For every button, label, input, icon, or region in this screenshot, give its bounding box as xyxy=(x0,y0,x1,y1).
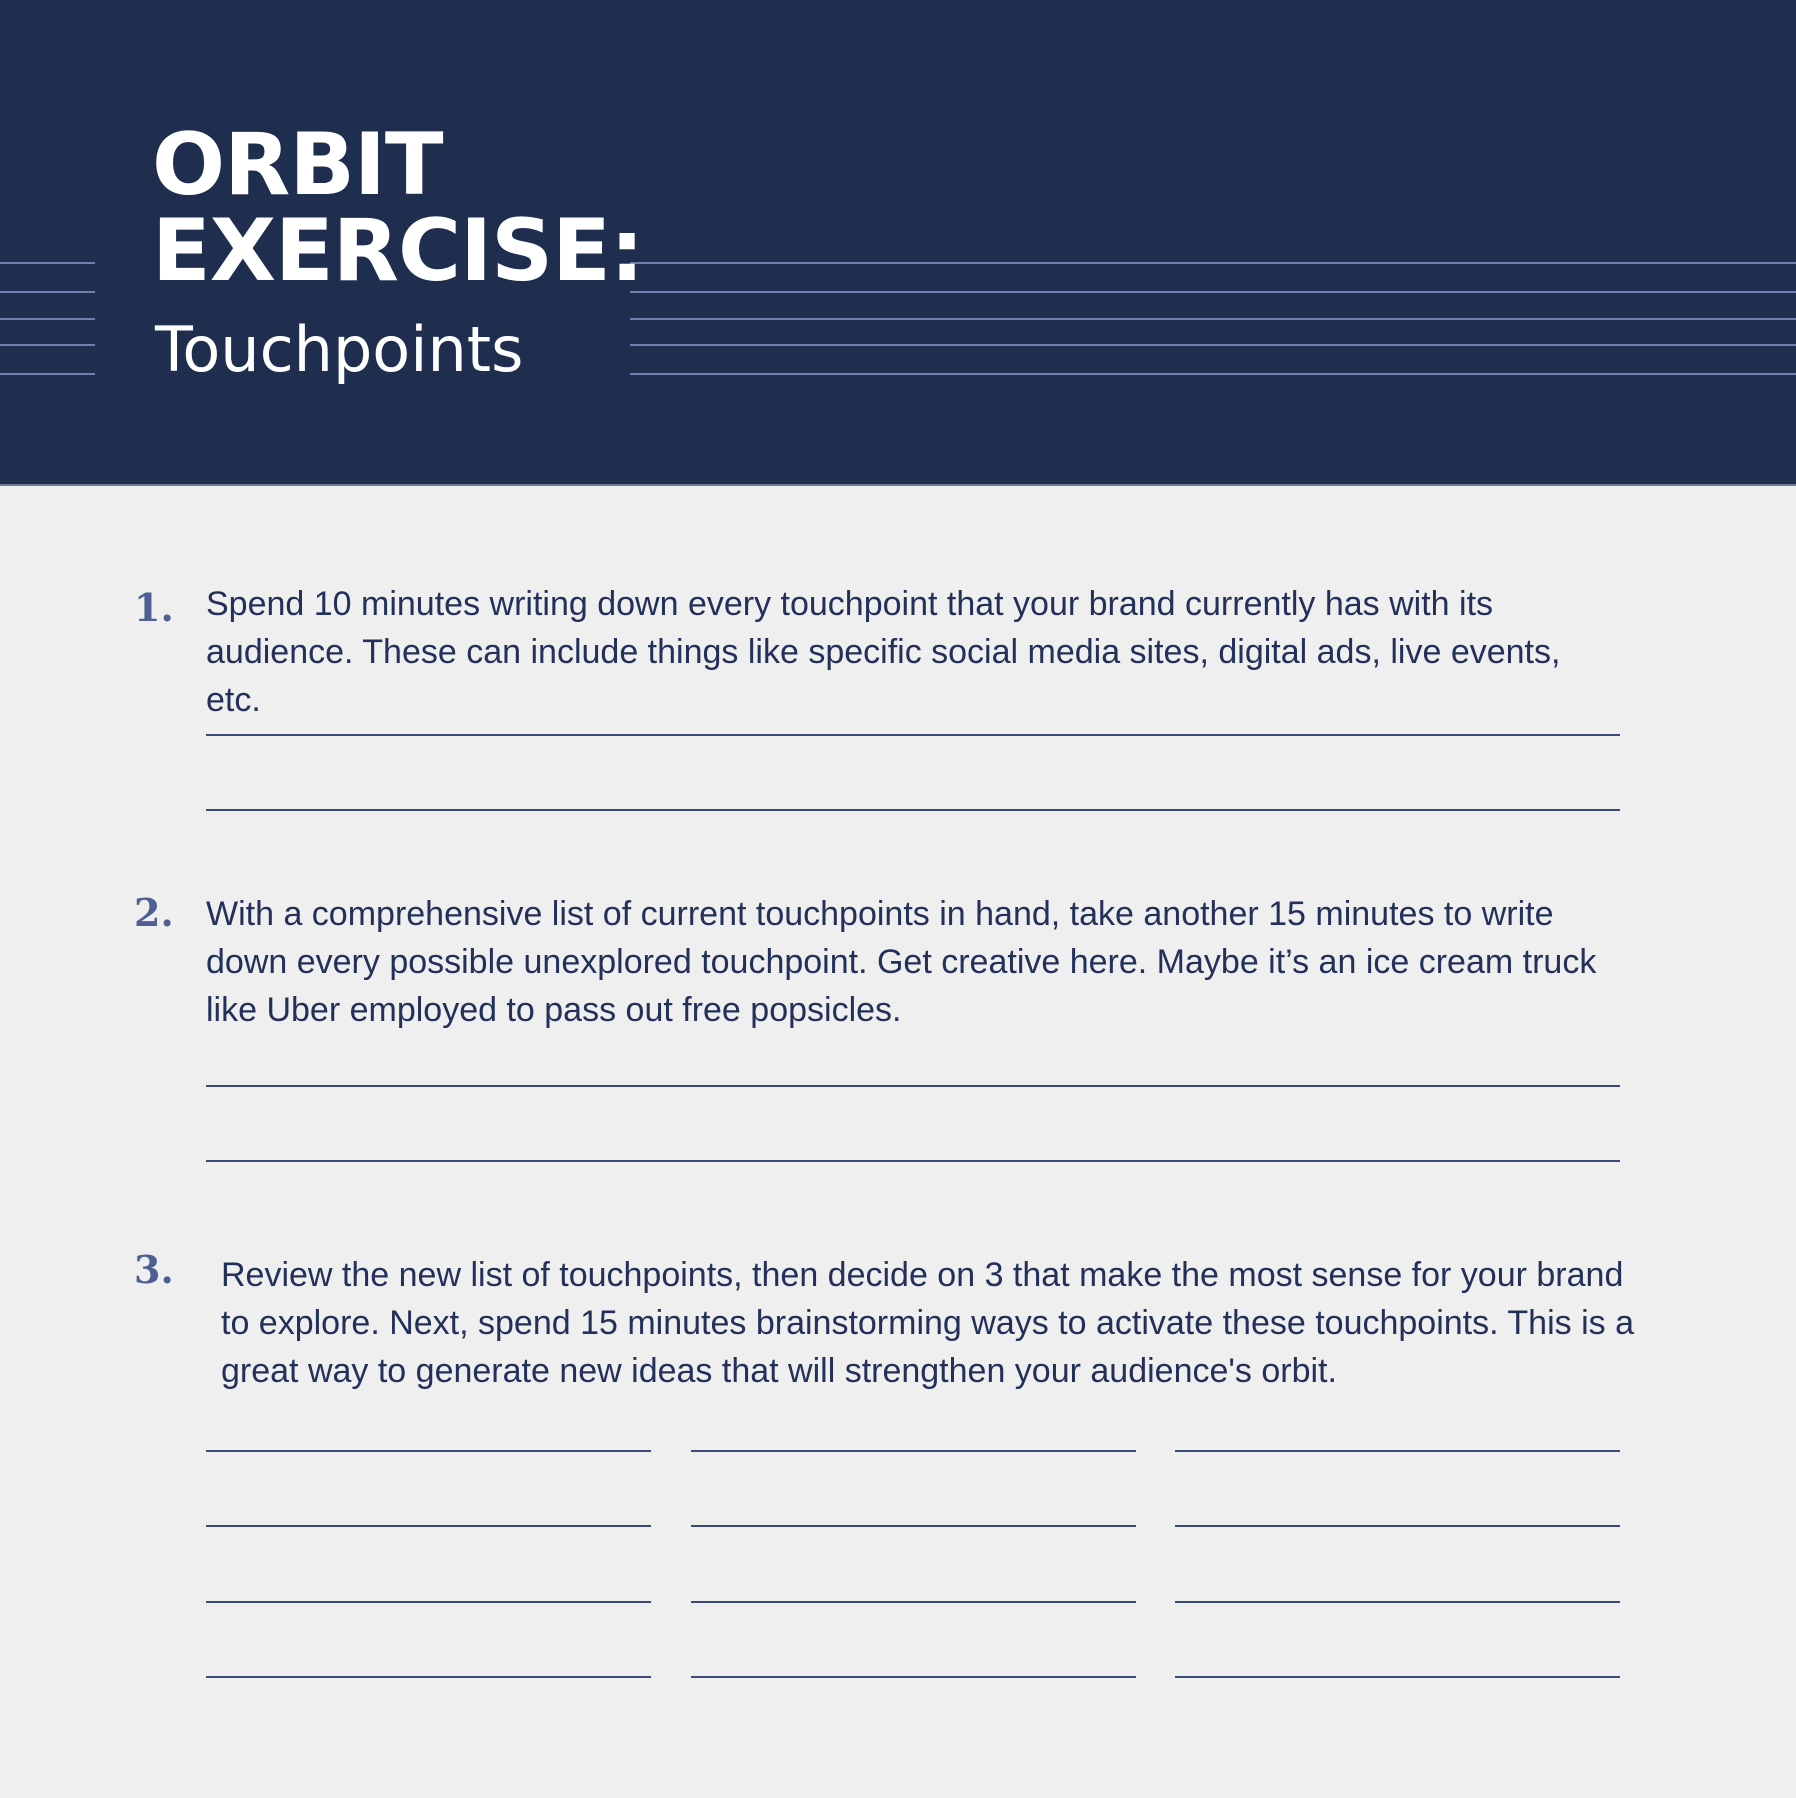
answer-line[interactable] xyxy=(206,1160,1620,1162)
header-banner xyxy=(0,0,1796,486)
decorative-line xyxy=(630,318,1796,320)
title-line-1: ORBIT xyxy=(152,115,443,215)
answer-line[interactable] xyxy=(206,1525,651,1527)
answer-line[interactable] xyxy=(206,1601,651,1603)
decorative-line xyxy=(0,262,95,264)
decorative-line xyxy=(0,373,95,375)
item-number: 2. xyxy=(134,890,174,935)
item-number: 1. xyxy=(134,585,174,630)
answer-line[interactable] xyxy=(206,1085,1620,1087)
decorative-line xyxy=(630,373,1796,375)
answer-line[interactable] xyxy=(1175,1676,1620,1678)
decorative-line xyxy=(630,262,1796,264)
answer-line[interactable] xyxy=(691,1676,1136,1678)
decorative-line xyxy=(0,291,95,293)
item-text: Review the new list of touchpoints, then decide on 3 that make the most sense for your brand to explore. Next, spend 15 minutes brainstorming ways to activate these touchpoints. This is a great way to generate new ideas that will strengthen your audience's orbit. xyxy=(221,1256,1634,1390)
answer-line[interactable] xyxy=(206,809,1620,811)
answer-line[interactable] xyxy=(1175,1601,1620,1603)
decorative-line xyxy=(0,318,95,320)
answer-line[interactable] xyxy=(206,1450,651,1452)
page-title xyxy=(152,115,644,301)
answer-line[interactable] xyxy=(206,1676,651,1678)
title-line-2: EXERCISE: xyxy=(152,201,644,301)
answer-line[interactable] xyxy=(1175,1525,1620,1527)
item-number: 3. xyxy=(134,1247,174,1292)
page-subtitle: Touchpoints xyxy=(155,313,524,386)
answer-line[interactable] xyxy=(1175,1450,1620,1452)
decorative-line xyxy=(630,291,1796,293)
answer-line[interactable] xyxy=(206,734,1620,736)
answer-line[interactable] xyxy=(691,1525,1136,1527)
answer-line[interactable] xyxy=(691,1450,1136,1452)
decorative-line xyxy=(0,344,95,346)
decorative-line xyxy=(630,344,1796,346)
item-text: Spend 10 minutes writing down every touchpoint that your brand currently has with its audience. These can include things like specific social media sites, digital ads, live events, etc. xyxy=(206,585,1561,719)
item-text: With a comprehensive list of current touchpoints in hand, take another 15 minutes to write down every possible unexplored touchpoint. Get creative here. Maybe it’s an ice cream truck like Uber employed to pass out free popsicles. xyxy=(206,895,1597,1029)
answer-line[interactable] xyxy=(691,1601,1136,1603)
